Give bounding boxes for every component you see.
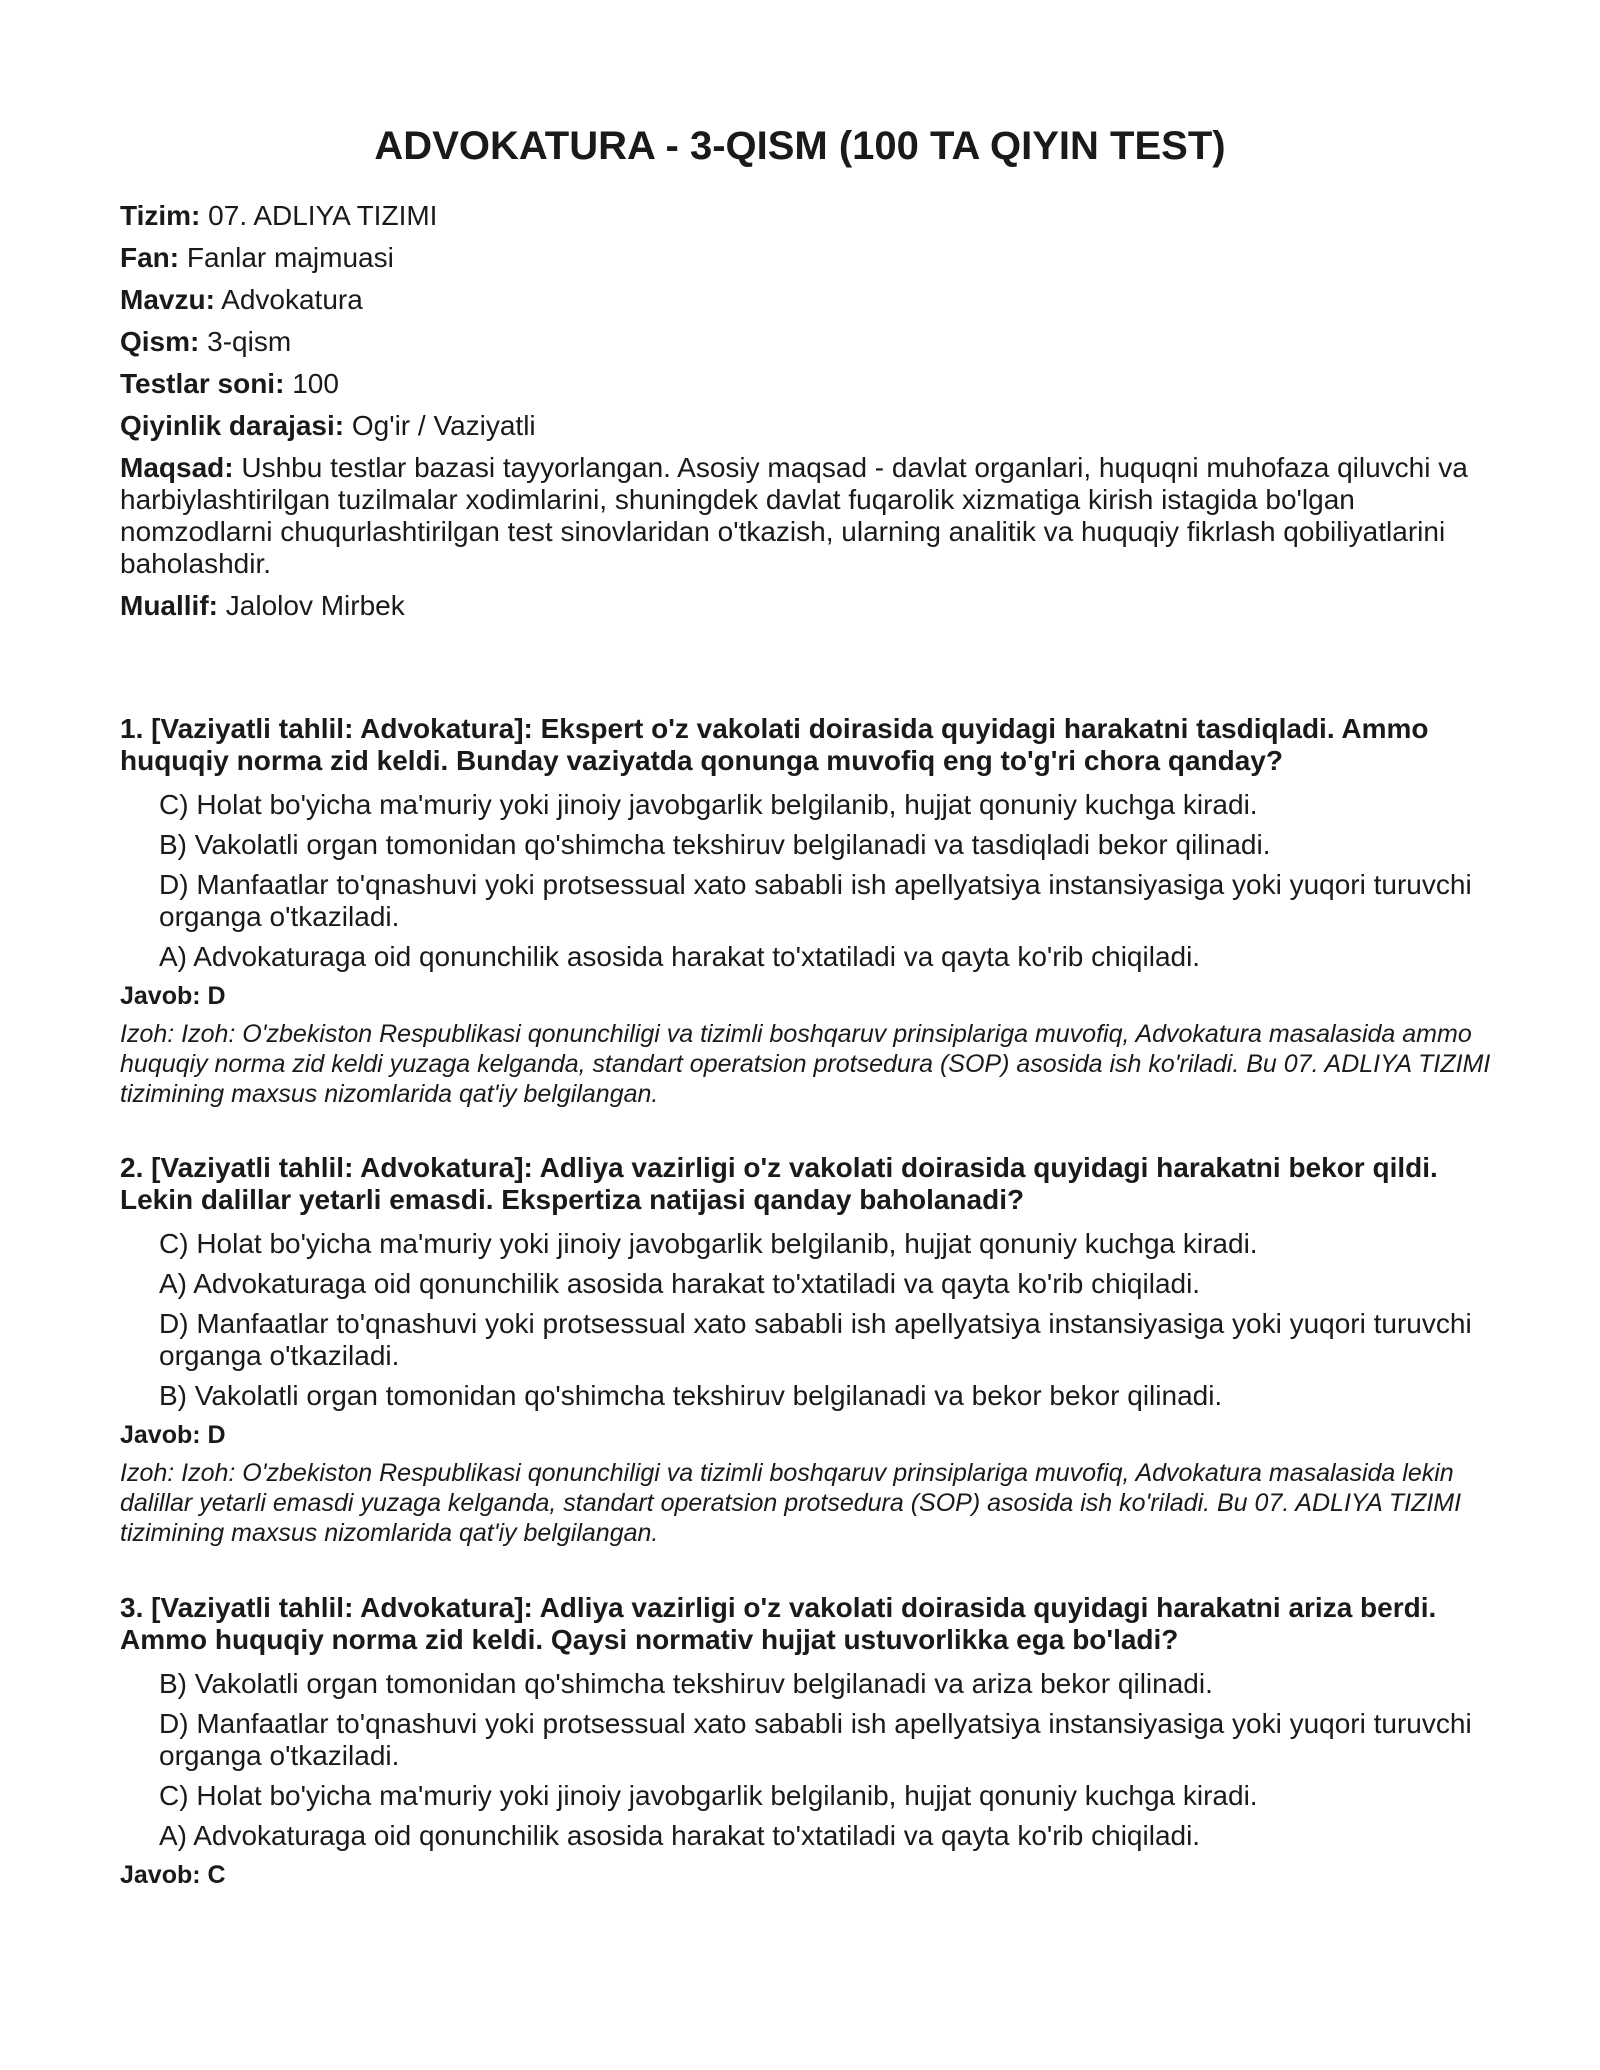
meta-key: Mavzu: — [120, 284, 215, 315]
meta-row-mavzu — [120, 284, 1500, 316]
explanation-note: Izoh: Izoh: O'zbekiston Respublikasi qonunchiligi va tizimli boshqaruv prinsiplariga muvofiq, Advokatura masalasida lekin dalillar yetarli emasdi yuzaga kelganda, standart operatsion protsedura (SOP) asosida ish ko'riladi. Bu 07. ADLIYA TIZIMI tizimining maxsus nizomlarida qat'iy belgilangan. — [120, 1459, 1462, 1547]
meta-key: Tizim: — [120, 200, 201, 231]
meta-value: Advokatura — [221, 284, 363, 315]
meta-key: Qism: — [120, 326, 200, 357]
meta-row-testlar-soni — [120, 368, 1500, 400]
question-1 — [120, 713, 1500, 1109]
meta-row-tizim — [120, 200, 1500, 232]
answer-option: D) Manfaatlar to'qnashuvi yoki protsessual xato sababli ish apellyatsiya instansiyasiga yoki yuqori turuvchi organga o'tkaziladi. — [159, 1308, 1472, 1371]
meta-value: 07. ADLIYA TIZIMI — [208, 200, 438, 231]
question-stem: 3. [Vaziyatli tahlil: Advokatura]: Adliya vazirligi o'z vakolati doirasida quyidagi harakatni ariza berdi. Ammo huquqiy norma zid keldi. Qaysi normativ hujjat ustuvorlikka ega bo'ladi? — [120, 1592, 1437, 1655]
meta-key: Qiyinlik darajasi: — [120, 410, 345, 441]
answer-option: C) Holat bo'yicha ma'muriy yoki jinoiy javobgarlik belgilanib, hujjat qonuniy kuchga kiradi. — [159, 1228, 1258, 1259]
correct-answer: Javob: C — [120, 1861, 226, 1889]
explanation-note: Izoh: Izoh: O'zbekiston Respublikasi qonunchiligi va tizimli boshqaruv prinsiplariga muvofiq, Advokatura masalasida ammo huquqiy norma zid keldi yuzaga kelganda, standart operatsion protsedura (SOP) asosida ish ko'riladi. Bu 07. ADLIYA TIZIMI tizimining maxsus nizomlarida qat'iy belgilangan. — [120, 1020, 1491, 1108]
meta-key: Muallif: — [120, 590, 218, 621]
meta-key: Fan: — [120, 242, 180, 273]
answer-option: B) Vakolatli organ tomonidan qo'shimcha tekshiruv belgilanadi va tasdiqladi bekor qilinadi. — [159, 829, 1271, 860]
meta-value: Fanlar majmuasi — [186, 242, 394, 273]
question-2 — [120, 1152, 1500, 1548]
answer-option: A) Advokaturaga oid qonunchilik asosida harakat to'xtatiladi va qayta ko'rib chiqiladi. — [159, 1820, 1201, 1851]
answer-option: C) Holat bo'yicha ma'muriy yoki jinoiy javobgarlik belgilanib, hujjat qonuniy kuchga kiradi. — [159, 789, 1258, 820]
meta-row-muallif — [120, 590, 1500, 622]
meta-row-fan — [120, 242, 1500, 274]
meta-value: Jalolov Mirbek — [225, 590, 405, 621]
question-stem: 1. [Vaziyatli tahlil: Advokatura]: Ekspert o'z vakolati doirasida quyidagi harakatni tasdiqladi. Ammo huquqiy norma zid keldi. Bunday vaziyatda qonunga muvofiq eng to'g'ri chora qanday? — [120, 713, 1429, 776]
correct-answer: Javob: D — [120, 1421, 226, 1449]
meta-row-qism — [120, 326, 1500, 358]
meta-key: Testlar soni: — [120, 368, 285, 399]
answer-option: D) Manfaatlar to'qnashuvi yoki protsessual xato sababli ish apellyatsiya instansiyasiga yoki yuqori turuvchi organga o'tkaziladi. — [159, 869, 1472, 932]
answer-option: B) Vakolatli organ tomonidan qo'shimcha tekshiruv belgilanadi va ariza bekor qilinadi. — [159, 1668, 1213, 1699]
meta-value: 100 — [292, 368, 339, 399]
question-stem: 2. [Vaziyatli tahlil: Advokatura]: Adliya vazirligi o'z vakolati doirasida quyidagi harakatni bekor qildi. Lekin dalillar yetarli emasdi. Ekspertiza natijasi qanday baholanadi? — [120, 1152, 1438, 1215]
answer-option: A) Advokaturaga oid qonunchilik asosida harakat to'xtatiladi va qayta ko'rib chiqiladi. — [159, 941, 1201, 972]
answer-option: A) Advokaturaga oid qonunchilik asosida harakat to'xtatiladi va qayta ko'rib chiqiladi. — [159, 1268, 1201, 1299]
metadata-block — [120, 200, 1500, 632]
document-title: ADVOKATURA - 3-QISM (100 TA QIYIN TEST) — [374, 124, 1226, 168]
meta-value: Ushbu testlar bazasi tayyorlangan. Asosiy maqsad - davlat organlari, huquqni muhofaza qiluvchi va harbiylashtirilgan tuzilmalar xodimlarini, shuningdek davlat fuqarolik xizmatiga kirish istagida bo'lgan nomzodlarni chuqurlashtirilgan test sinovlaridan o'tkazish, ularning analitik va huquqiy fikrlash qobiliyatlarini baholashdir. — [120, 452, 1468, 579]
answer-option: D) Manfaatlar to'qnashuvi yoki protsessual xato sababli ish apellyatsiya instansiyasiga yoki yuqori turuvchi organga o'tkaziladi. — [159, 1708, 1472, 1771]
meta-row-maqsad — [120, 452, 1500, 580]
meta-value: Og'ir / Vaziyatli — [351, 410, 536, 441]
question-3 — [120, 1592, 1500, 1898]
answer-option: B) Vakolatli organ tomonidan qo'shimcha tekshiruv belgilanadi va bekor bekor qilinadi. — [159, 1380, 1223, 1411]
meta-value: 3-qism — [207, 326, 292, 357]
meta-row-qiyinlik — [120, 410, 1500, 442]
answer-option: C) Holat bo'yicha ma'muriy yoki jinoiy javobgarlik belgilanib, hujjat qonuniy kuchga kiradi. — [159, 1780, 1258, 1811]
meta-key: Maqsad: — [120, 452, 234, 483]
correct-answer: Javob: D — [120, 982, 226, 1010]
